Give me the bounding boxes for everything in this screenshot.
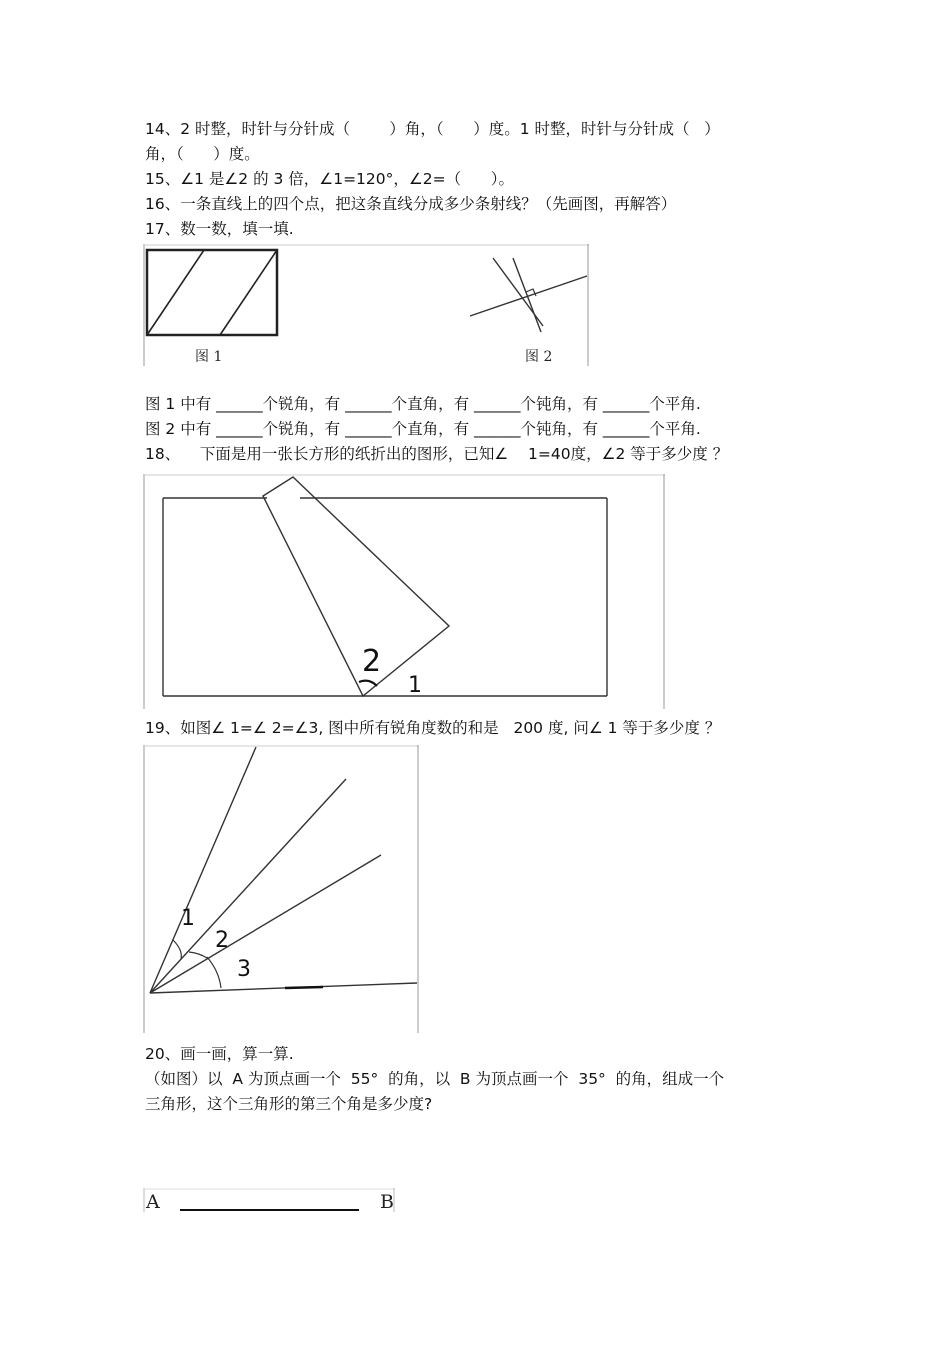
q18-figure [143, 474, 667, 709]
figure-1-rectangle [147, 250, 277, 335]
angle-3-label: 3 [237, 957, 251, 982]
angle-2-label: 2 [362, 644, 382, 679]
figure-2-lines [470, 258, 587, 332]
q16-text: 16、一条直线上的四个点，把这条直线分成多少条射线？（先画图，再解答） [145, 195, 677, 213]
q20-text: 20、画一画，算一算. [145, 1045, 294, 1063]
q18-text: 18、 下面是用一张长方形的纸折出的图形，已知∠ 1=40度，∠2 等于多少度 ？ [145, 445, 729, 463]
figure-1-label: 图 1 [195, 349, 223, 365]
q14-line1: 14、2 时整，时针与分针成（ ）角，（ ）度。1 时整，时针与分针成（ ） [145, 120, 720, 138]
point-a-label: A [146, 1191, 160, 1213]
q17-text: 17、数一数，填一填. [145, 220, 294, 238]
q20-figure [143, 1188, 397, 1214]
rays [150, 747, 417, 993]
q17-fill2: 图 2 中有 ______个锐角，有 ______个直角，有 ______个钝角，有 ______个平角. [145, 420, 701, 438]
q17-figures [143, 244, 591, 366]
q19-figure [143, 745, 420, 1035]
angle-1-label: 1 [408, 673, 422, 698]
q15-text: 15、∠1 是∠2 的 3 倍，∠1=120°，∠2=（ ）。 [145, 170, 514, 188]
angle-1-label: 1 [181, 906, 195, 931]
point-b-label: B [380, 1191, 394, 1213]
q20-line2: 三角形，这个三角形的第三个角是多少度? [145, 1095, 433, 1113]
figure-2-label: 图 2 [525, 349, 553, 365]
q17-fill1: 图 1 中有 ______个锐角，有 ______个直角，有 ______个钝角，有 ______个平角. [145, 395, 701, 413]
angle-2-label: 2 [215, 928, 229, 953]
q19-text: 19、如图∠ 1=∠ 2=∠3, 图中所有锐角度数的和是 200 度, 问∠ 1 等于多少度 ？ [145, 719, 721, 737]
q14-line2: 角，（ ）度。 [145, 145, 260, 163]
folded-paper [163, 477, 607, 696]
q20-line1: （如图）以 A 为顶点画一个 55° 的角，以 B 为顶点画一个 35° 的角，组成一个 [145, 1070, 725, 1088]
